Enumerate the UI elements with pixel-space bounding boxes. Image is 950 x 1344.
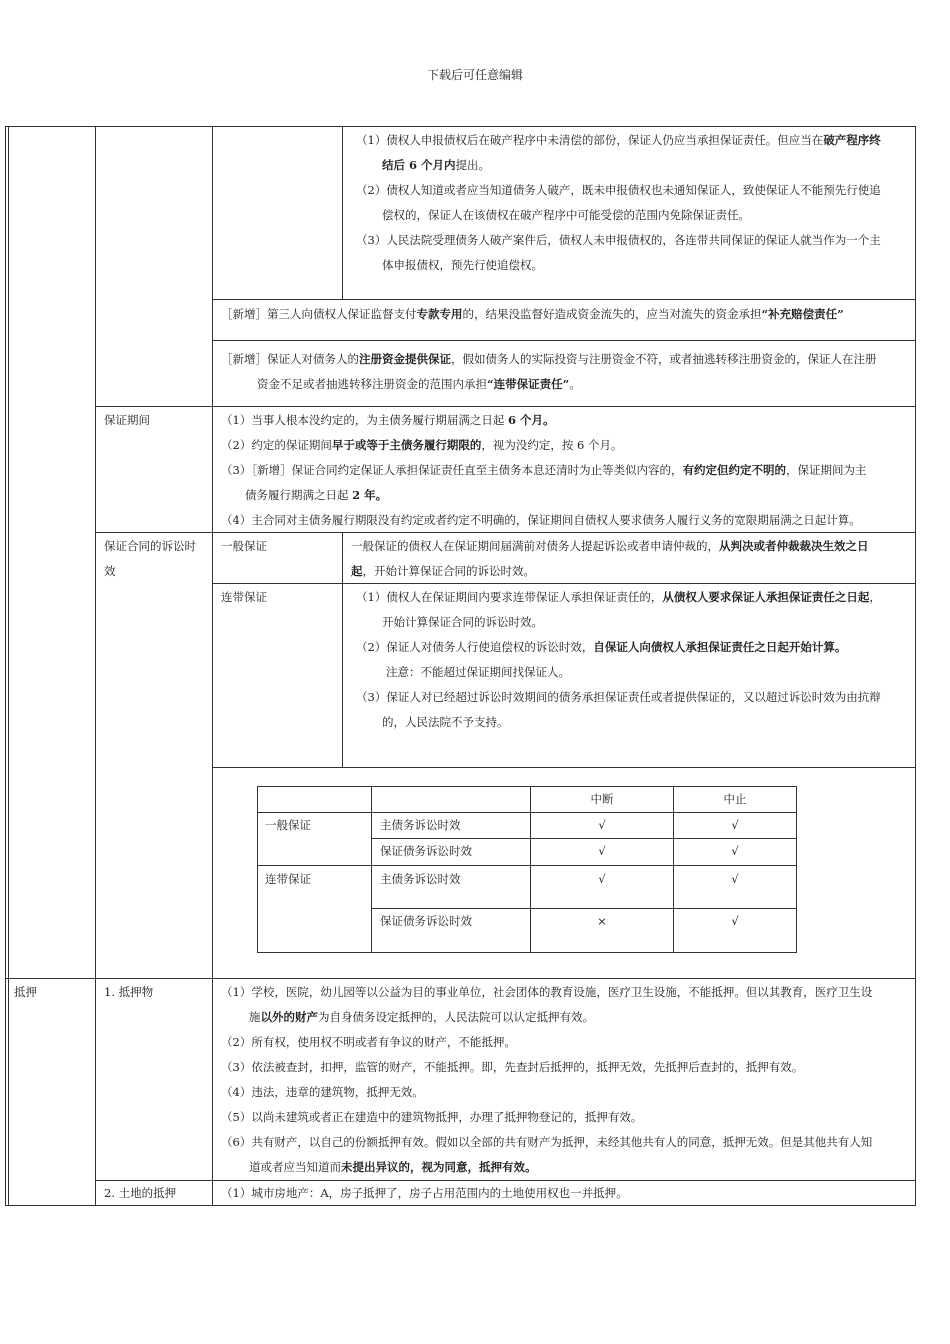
period-item-3-cont: 债务履行期满之日起 2 年。 — [245, 488, 388, 502]
mortgage-item-1: （1）学校，医院，幼儿园等以公益为目的事业单位，社会团体的教育设施，医疗卫生设施，不能抵押。但以其教育，医疗卫生设 — [221, 985, 873, 999]
land-mortgage-item-1: （1）城市房地产：A，房子抵押了，房子占用范围内的土地使用权也一并抵押。 — [221, 1186, 628, 1200]
period-item-3: （3）［新增］保证合同约定保证人承担保证责任直至主债务本息还清时为止等类似内容的，有约定但约定不明的，保证期间为主 — [221, 463, 867, 477]
bankruptcy-item-1: （1）债权人申报债权后在破产程序中未清偿的部份，保证人仍应当承担保证责任。但应当在破产程序终 — [356, 133, 881, 147]
new-provision-2-cont: 资金不足或者抽逃转移注册资金的范围内承担“连带保证责任”。 — [257, 377, 581, 391]
table-cell-suspend: √ — [731, 818, 739, 832]
header-interruption: 中断 — [590, 792, 614, 806]
joint-item-1: （1）债权人在保证期间内要求连带保证人承担保证责任的，从债权人要求保证人承担保证责任之日起， — [356, 590, 881, 604]
bankruptcy-item-1-cont: 结后 6 个月内提出。 — [382, 158, 491, 172]
table-border — [915, 126, 916, 1206]
table-border — [342, 126, 343, 299]
inner-table-border — [796, 786, 797, 953]
table-row-name: 保证债务诉讼时效 — [380, 914, 472, 928]
row-general-label: 一般保证 — [265, 818, 311, 832]
row-divider — [212, 767, 916, 768]
mortgage-label: 抵押 — [14, 985, 37, 999]
row-divider — [212, 340, 916, 341]
mortgage-item-4: （4）违法，违章的建筑物，抵押无效。 — [221, 1085, 424, 1099]
period-item-2: （2）约定的保证期间早于或等于主债务履行期限的，视为没约定，按 6 个月。 — [221, 438, 623, 452]
mortgage-item-1-cont: 施以外的财产为自身债务设定抵押的，人民法院可以认定抵押有效。 — [249, 1010, 594, 1024]
joint-item-2: （2）保证人对债务人行使追偿权的诉讼时效，自保证人向债权人承担保证责任之日起开始计算。 — [356, 640, 847, 654]
joint-item-3: （3）保证人对已经超过诉讼时效期间的债务承担保证责任或者提供保证的，又以超过诉讼时效为由抗辩 — [356, 690, 881, 704]
row-divider — [212, 583, 916, 584]
mortgage-item-3: （3）依法被查封，扣押，监管的财产，不能抵押。即，先查封后抵押的，抵押无效，先抵押后查封的，抵押有效。 — [221, 1060, 804, 1074]
row-divider — [212, 299, 916, 300]
inner-table-border — [257, 952, 797, 953]
joint-guarantee-label: 连带保证 — [221, 590, 267, 604]
bankruptcy-item-3-cont: 体申报债权，预先行使追偿权。 — [382, 258, 543, 272]
table-cell-interrupt: √ — [598, 872, 606, 886]
table-cell-suspend: √ — [731, 872, 739, 886]
table-cell-suspend: √ — [731, 914, 739, 928]
mortgage-item-5: （5）以尚未建筑或者正在建造中的建筑物抵押，办理了抵押物登记的，抵押有效。 — [221, 1110, 643, 1124]
new-provision-2: ［新增］保证人对债务人的注册资金提供保证，假如债务人的实际投资与注册资金不符，或者抽逃转移注册资金的，保证人在注册 — [221, 352, 877, 366]
table-border — [8, 126, 9, 1206]
table-cell-interrupt: √ — [598, 818, 606, 832]
joint-note: 注意：不能超过保证期间找保证人。 — [386, 665, 570, 679]
mortgage-item-6: （6）共有财产，以自己的份额抵押有效。假如以全部的共有财产为抵押，未经其他共有人的同意，抵押无效。但是其他共有人知 — [221, 1135, 873, 1149]
period-item-4: （4）主合同对主债务履行期限没有约定或者约定不明确的，保证期间自债权人要求债务人履行义务的宽限期届满之日起计算。 — [221, 513, 861, 527]
bankruptcy-item-2: （2）债权人知道或者应当知道债务人破产，既未申报债权也未通知保证人，致使保证人不能预先行使追 — [356, 183, 881, 197]
guarantee-period-label: 保证期间 — [104, 413, 150, 427]
table-row-name: 保证债务诉讼时效 — [380, 844, 472, 858]
page-header: 下载后可任意编辑 — [426, 68, 523, 82]
joint-item-3-cont: 的，人民法院不予支持。 — [382, 715, 509, 729]
row-joint-label: 连带保证 — [265, 872, 311, 886]
table-border — [95, 126, 96, 1206]
table-border — [212, 126, 213, 1206]
table-cell-interrupt: × — [597, 914, 607, 928]
joint-item-1-cont: 开始计算保证合同的诉讼时效。 — [382, 615, 543, 629]
mortgage-item-2: （2）所有权，使用权不明或者有争议的财产，不能抵押。 — [221, 1035, 516, 1049]
period-item-1: （1）当事人根本没约定的，为主债务履行期届满之日起 6 个月。 — [221, 413, 555, 427]
land-mortgage-label: 2. 土地的抵押 — [104, 1186, 177, 1200]
new-provision-1: ［新增］第三人向债权人保证监督支付专款专用的，结果没监督好造成资金流失的，应当对流失的资金承担“补充赔偿责任” — [221, 307, 844, 321]
bankruptcy-item-3: （3）人民法院受理债务人破产案件后，债权人未申报债权的，各连带共同保证的保证人就当作为一个主 — [356, 233, 881, 247]
general-guarantee-text-cont: 起，开始计算保证合同的诉讼时效。 — [351, 564, 535, 578]
inner-table-border — [257, 865, 797, 866]
table-border — [342, 532, 343, 768]
limitation-label: 保证合同的诉讼时 — [104, 539, 196, 553]
header-suspension: 中止 — [723, 792, 747, 806]
limitation-label-cont: 效 — [104, 564, 116, 578]
table-border — [5, 126, 6, 1206]
table-row-name: 主债务诉讼时效 — [380, 818, 461, 832]
mortgage-item-6-cont: 道或者应当知道而未提出异议的，视为同意，抵押有效。 — [249, 1160, 537, 1174]
inner-table-border — [257, 786, 258, 953]
row-divider — [95, 406, 916, 407]
general-guarantee-text: 一般保证的债权人在保证期间届满前对债务人提起诉讼或者申请仲裁的，从判决或者仲裁裁决生效之日 — [351, 539, 869, 553]
table-cell-suspend: √ — [731, 844, 739, 858]
mortgage-property-label: 1. 抵押物 — [104, 985, 154, 999]
row-divider — [5, 978, 916, 979]
inner-table-border — [371, 786, 372, 953]
general-guarantee-label: 一般保证 — [221, 539, 267, 553]
bankruptcy-item-2-cont: 偿权的，保证人在该债权在破产程序中可能受偿的范围内免除保证责任。 — [382, 208, 750, 222]
table-border — [5, 126, 916, 127]
table-row-name: 主债务诉讼时效 — [380, 872, 461, 886]
table-cell-interrupt: √ — [598, 844, 606, 858]
